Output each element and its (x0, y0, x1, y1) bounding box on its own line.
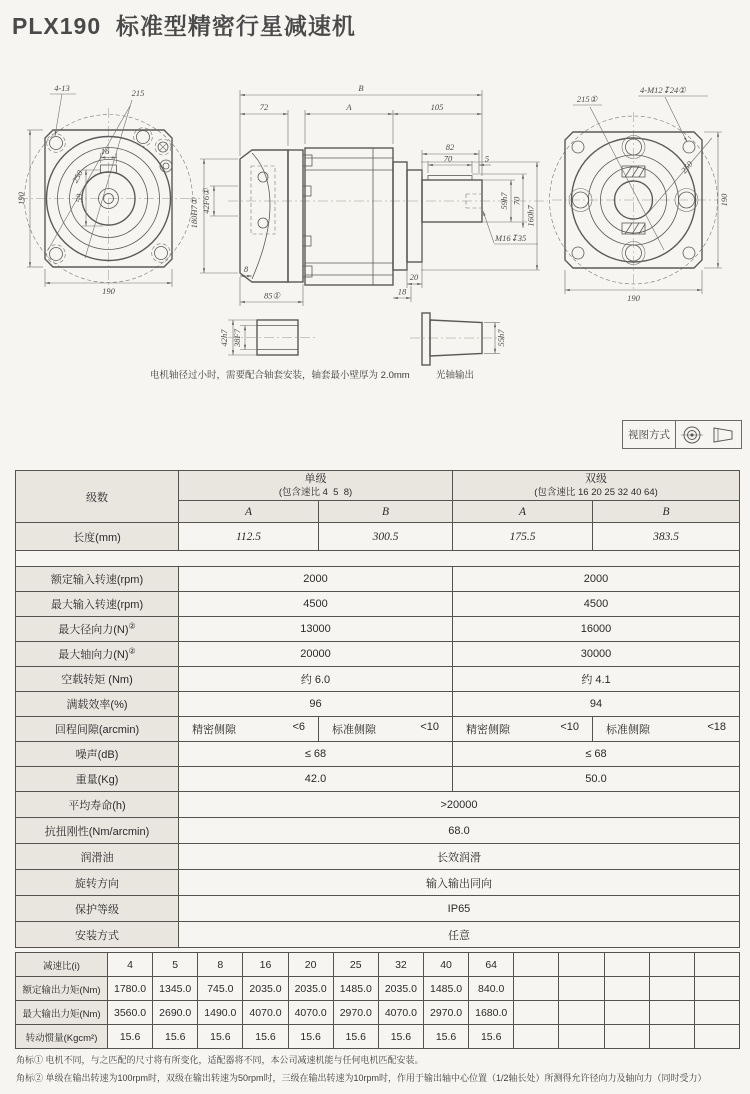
ratio-cell (514, 953, 559, 977)
dim-label: 160h7 (525, 205, 536, 227)
spec-label-cell: 平均寿命(h) (16, 792, 179, 818)
footnotes (16, 1053, 740, 1089)
ratio-cell: 840.0 (469, 977, 514, 1001)
dim-label: 85① (263, 290, 281, 301)
spec-row (16, 667, 740, 692)
ratio-row (16, 977, 740, 1001)
dim-label: 215 (131, 88, 145, 98)
ratio-cell (514, 977, 559, 1001)
ratio-cell (604, 977, 649, 1001)
ratio-cell (649, 1001, 694, 1025)
ratio-cell (649, 1025, 694, 1049)
ratio-cell: 15.6 (378, 1025, 423, 1049)
ratio-cell (514, 1001, 559, 1025)
ratio-cell: 2690.0 (153, 1001, 198, 1025)
ratio-cell: 15.6 (423, 1025, 468, 1049)
bushing-note: 电机轴径过小时，需要配合轴套安装，轴套最小壁厚为 2.0mm (150, 370, 410, 381)
spec-row (16, 818, 740, 844)
ratio-cell (559, 953, 604, 977)
ratio-row (16, 1025, 740, 1049)
subcol-header: A (453, 501, 593, 523)
rear-view (550, 85, 730, 303)
spec-value-cell: >20000 (179, 792, 740, 818)
subcol-header: B (319, 501, 453, 523)
dim-label: 190 (719, 193, 729, 207)
projection-cone-icon (714, 428, 732, 442)
spec-value-cell: 任意 (179, 922, 740, 948)
ratio-table (15, 952, 740, 1049)
ratio-cell (649, 977, 694, 1001)
spec-value-cell: 2000 (453, 567, 740, 592)
view-mode-label: 视图方式 (623, 421, 676, 448)
spec-header-double (453, 471, 740, 501)
spec-row (16, 896, 740, 922)
ratio-cell (514, 1025, 559, 1049)
ratio-cell (694, 1001, 739, 1025)
ratio-cell (604, 953, 649, 977)
ratio-cell: 15.6 (198, 1025, 243, 1049)
dim-label: 59h7 (499, 192, 509, 210)
dim-label: M16↧35 (495, 233, 527, 243)
spec-value-cell: 4500 (179, 592, 453, 617)
ratio-cell: 8 (198, 953, 243, 977)
dim-label: 250 (69, 168, 85, 185)
spec-label-cell: 噪声(dB) (16, 742, 179, 767)
ratio-cell: 1485.0 (333, 977, 378, 1001)
spec-value-cell: 13000 (179, 617, 453, 642)
spec-value-cell: 175.5 (453, 523, 593, 551)
ratio-label-cell: 转动惯量(Kgcm²) (16, 1025, 108, 1049)
dim-label: A (346, 102, 352, 112)
spec-value-cell: 精密侧隙 <10 (453, 717, 593, 742)
dim-label: 105 (430, 102, 444, 112)
ratio-cell (694, 953, 739, 977)
footnote-1: 角标① 电机不同，与之匹配的尺寸将有所变化，适配器将不同，本公司减速机能与任何电机匹配安装。 (16, 1055, 424, 1065)
spec-label-cell: 空载转矩 (Nm) (16, 667, 179, 692)
output-shaft-view (410, 313, 506, 381)
page-title: PLX190 标准型精密行星减速机 (12, 13, 356, 39)
ratio-cell: 16 (243, 953, 288, 977)
spec-row (16, 742, 740, 767)
spec-label-cell: 满载效率(%) (16, 692, 179, 717)
spec-row (16, 922, 740, 948)
technical-drawing (0, 70, 750, 455)
spec-label-cell: 重量(Kg) (16, 767, 179, 792)
dim-label: 38F7 (232, 329, 242, 347)
projection-symbols (676, 421, 741, 448)
spec-table (15, 470, 740, 948)
spec-value-cell: 383.5 (593, 523, 740, 551)
spec-row (16, 870, 740, 896)
spec-value-cell: 输入输出同向 (179, 870, 740, 896)
dim-label: 190 (102, 286, 115, 296)
spec-label-cell: 额定输入转速(rpm) (16, 567, 179, 592)
dim-label: 190 (627, 293, 640, 303)
spec-value-cell: 精密侧隙 <6 (179, 717, 319, 742)
spec-header-single (179, 471, 453, 501)
dim-label: 55h7 (496, 329, 506, 347)
spec-value-cell: 约 6.0 (179, 667, 453, 692)
ratio-cell: 15.6 (108, 1025, 153, 1049)
projection-circle-icon (681, 427, 703, 443)
ratio-cell: 15.6 (469, 1025, 514, 1049)
ratio-cell: 20 (288, 953, 333, 977)
spec-value-cell: 30000 (453, 642, 740, 667)
bushing-view (150, 320, 410, 381)
spec-value-cell: 94 (453, 692, 740, 717)
ratio-cell: 15.6 (288, 1025, 333, 1049)
footnote-2: 角标② 单级在输出转速为100rpm时，双级在输出转速为50rpm时，三级在输出转速为10rpm时，作用于输出轴中心位置（1/2轴长处）所测得允许径向力及轴向力（同时受力） (16, 1073, 707, 1083)
spec-value-cell: IP65 (179, 896, 740, 922)
spec-label-cell: 润滑油 (16, 844, 179, 870)
dim-label: 70 (511, 196, 522, 206)
spec-label-cell: 保护等级 (16, 896, 179, 922)
ratio-cell (559, 1025, 604, 1049)
ratio-cell: 25 (333, 953, 378, 977)
spec-label-cell: 安装方式 (16, 922, 179, 948)
spec-spacer-row (16, 551, 740, 567)
spec-label-cell: 最大轴向力(N)② (16, 642, 179, 667)
ratio-cell: 4 (108, 953, 153, 977)
dim-label: 16 (100, 146, 110, 156)
dim-label: 18 (397, 286, 407, 297)
spec-row-backlash (16, 717, 740, 742)
spec-value-cell: 42.0 (179, 767, 453, 792)
single-stage-label: 单级 (304, 472, 327, 485)
spec-value-cell: 20000 (179, 642, 453, 667)
spec-label-cell: 最大输入转速(rpm) (16, 592, 179, 617)
ratio-cell: 4070.0 (243, 1001, 288, 1025)
dim-label: 82 (445, 142, 455, 152)
dim-label: 4-M12↧24① (640, 85, 686, 95)
spec-row (16, 692, 740, 717)
spec-value-cell: 96 (179, 692, 453, 717)
ratio-cell: 1780.0 (108, 977, 153, 1001)
dim-label: 72 (259, 102, 269, 112)
spec-value-cell: 4500 (453, 592, 740, 617)
spec-label-cell: 回程间隙(arcmin) (16, 717, 179, 742)
spec-row (16, 792, 740, 818)
ratio-cell: 2035.0 (243, 977, 288, 1001)
ratio-cell (694, 977, 739, 1001)
ratio-cell: 5 (153, 953, 198, 977)
spec-row (16, 617, 740, 642)
dim-label: 8 (243, 264, 249, 274)
projection-symbols-svg (678, 423, 740, 447)
dim-label: 42h7 (219, 329, 229, 347)
ratio-cell (559, 977, 604, 1001)
spec-label-cell: 最大径向力(N)② (16, 617, 179, 642)
spec-row (16, 642, 740, 667)
ratio-cell: 15.6 (153, 1025, 198, 1049)
dim-label: 4-13 (54, 83, 70, 93)
ratio-cell: 1485.0 (423, 977, 468, 1001)
ratio-cell: 2035.0 (288, 977, 333, 1001)
ratio-cell: 4070.0 (378, 1001, 423, 1025)
spec-label-cell: 长度(mm) (16, 523, 179, 551)
ratio-label-cell: 最大输出力矩(Nm) (16, 1001, 108, 1025)
dim-label: 250 (678, 158, 695, 176)
single-stage-ratios: (包含速比 4 5 8) (278, 486, 353, 498)
dim-label: 70 (443, 153, 453, 164)
spec-value-cell: ≤ 68 (179, 742, 453, 767)
ratio-cell (559, 1001, 604, 1025)
spec-row (16, 592, 740, 617)
ratio-cell: 745.0 (198, 977, 243, 1001)
spec-label-cell: 旋转方向 (16, 870, 179, 896)
shaft-note: 光轴输出 (435, 370, 475, 381)
dim-label: 5 (484, 153, 490, 164)
ratio-cell (694, 1025, 739, 1049)
ratio-cell (604, 1001, 649, 1025)
ratio-cell: 32 (378, 953, 423, 977)
subcol-header: B (593, 501, 740, 523)
spec-header-stages: 级数 (16, 471, 179, 523)
dim-label: 59 (74, 193, 84, 203)
spec-value-cell: 300.5 (319, 523, 453, 551)
ratio-cell: 64 (469, 953, 514, 977)
ratio-cell: 1680.0 (469, 1001, 514, 1025)
dim-label: 20 (409, 272, 419, 282)
ratio-cell: 40 (423, 953, 468, 977)
ratio-label-cell: 额定输出力矩(Nm) (16, 977, 108, 1001)
ratio-cell (649, 953, 694, 977)
ratio-row (16, 1001, 740, 1025)
ratio-cell: 4070.0 (288, 1001, 333, 1025)
side-view (189, 83, 548, 306)
ratio-cell: 1490.0 (198, 1001, 243, 1025)
spec-value-cell: 2000 (179, 567, 453, 592)
view-mode-box (622, 420, 742, 449)
ratio-cell: 15.6 (243, 1025, 288, 1049)
spec-row (16, 767, 740, 792)
spec-value-cell: 16000 (453, 617, 740, 642)
dim-label: 190 (16, 192, 26, 205)
spec-value-cell: 112.5 (179, 523, 319, 551)
double-stage-label: 双级 (585, 472, 607, 485)
ratio-cell: 3560.0 (108, 1001, 153, 1025)
spec-value-cell: 标准侧隙 <18 (593, 717, 740, 742)
dim-label: B (358, 83, 364, 93)
ratio-cell: 2970.0 (333, 1001, 378, 1025)
ratio-cell: 2035.0 (378, 977, 423, 1001)
spec-row (16, 844, 740, 870)
spec-value-cell: 50.0 (453, 767, 740, 792)
dim-label: 215① (576, 94, 598, 104)
spec-value-cell: 长效润滑 (179, 844, 740, 870)
ratio-label-cell: 减速比(i) (16, 953, 108, 977)
double-stage-ratios: (包含速比 16 20 25 32 40 64) (534, 486, 658, 498)
spec-label-cell: 抗扭刚性(Nm/arcmin) (16, 818, 179, 844)
subcol-header: A (179, 501, 319, 523)
dim-label: 42F6① (201, 188, 211, 214)
spec-value-cell: 68.0 (179, 818, 740, 844)
ratio-cell: 1345.0 (153, 977, 198, 1001)
spec-value-cell: 标准侧隙 <10 (319, 717, 453, 742)
spec-value-cell: 约 4.1 (453, 667, 740, 692)
ratio-row (16, 953, 740, 977)
ratio-cell: 2970.0 (423, 1001, 468, 1025)
front-view (16, 83, 200, 296)
ratio-cell (604, 1025, 649, 1049)
spec-value-cell: ≤ 68 (453, 742, 740, 767)
spec-row (16, 567, 740, 592)
ratio-cell: 15.6 (333, 1025, 378, 1049)
dim-label: 180H7① (189, 197, 199, 229)
